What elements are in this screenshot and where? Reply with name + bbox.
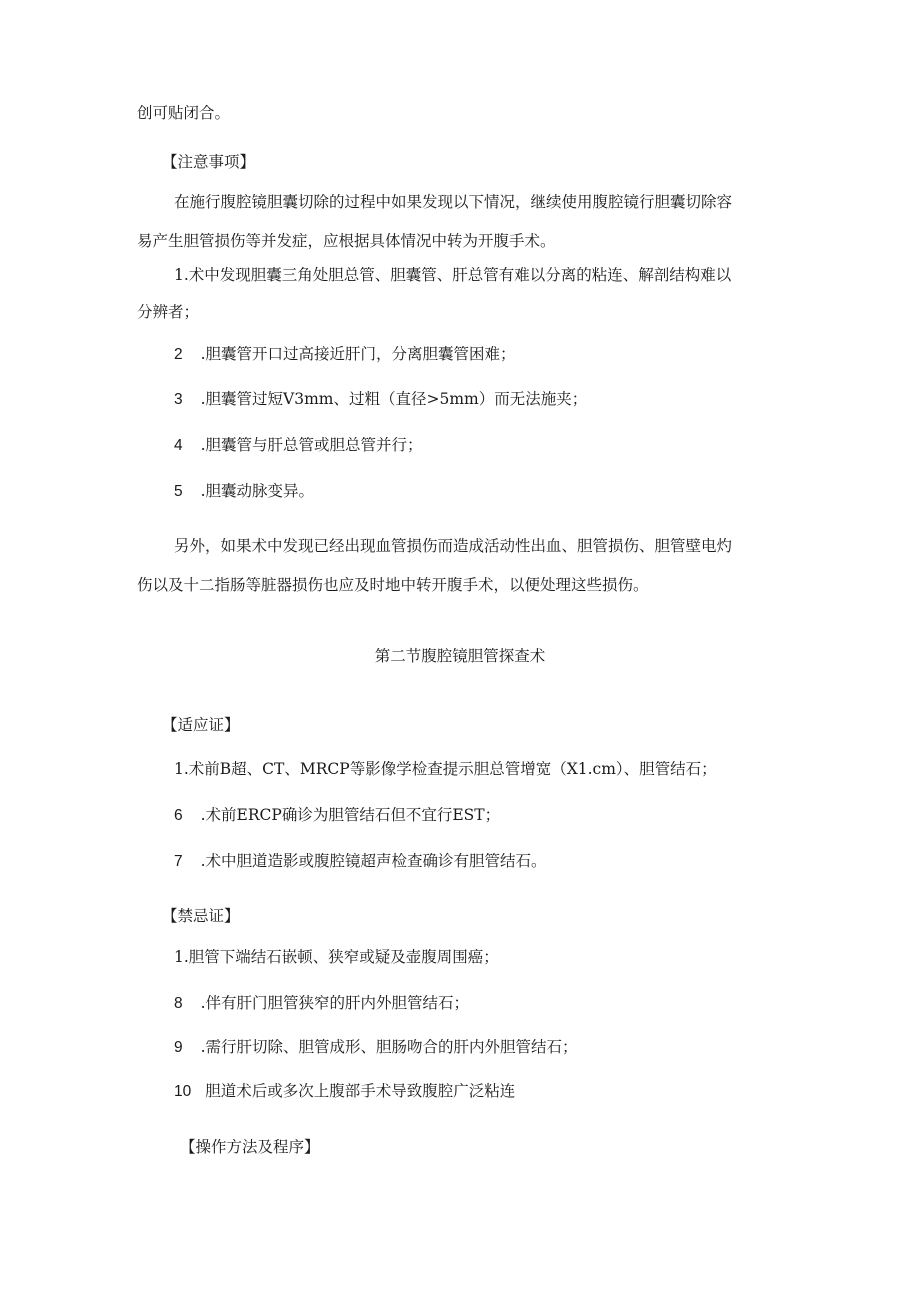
indication-item-3 [174, 851, 547, 872]
precaution-item-4 [174, 435, 423, 456]
item-text: .需行肝切除、胆管成形、胆肠吻合的肝内外胆管结石； [200, 1038, 578, 1056]
precaution-item-2 [174, 344, 516, 365]
precautions-extra-line1: 另外，如果术中发现已经出现血管损伤而造成活动性出血、胆管损伤、胆管壁电灼 [174, 537, 733, 555]
section-title: 第二节腹腔镜胆管探查术 [374, 647, 546, 665]
precaution-item-5 [174, 481, 314, 502]
item-number: 10 [174, 1083, 192, 1100]
item-text: .胆囊管开口过高接近肝门，分离胆囊管困难； [200, 345, 516, 363]
item-number: 9 [174, 1039, 183, 1056]
item-number: 2 [174, 346, 183, 363]
contraindication-item-1: 1.胆管下端结石嵌顿、狭窄或疑及壶腹周围癌； [174, 948, 499, 966]
contraindication-item-2 [174, 993, 469, 1014]
precaution-item-1-line2: 分辨者； [137, 303, 200, 321]
item-text: .术中胆道造影或腹腔镜超声检查确诊有胆管结石。 [200, 852, 547, 870]
contraindication-item-4 [174, 1081, 515, 1102]
item-text: .胆囊管与肝总管或胆总管并行； [200, 436, 423, 454]
item-number: 6 [174, 807, 183, 824]
precaution-item-3 [174, 389, 587, 410]
item-text: .术前ERCP确诊为胆管结石但不宜行EST； [200, 806, 501, 824]
precaution-item-1-line1: 1.术中发现胆囊三角处胆总管、胆囊管、肝总管有难以分离的粘连、解剖结构难以 [174, 266, 732, 284]
precautions-intro-line1: 在施行腹腔镜胆囊切除的过程中如果发现以下情况，继续使用腹腔镜行胆囊切除容 [174, 193, 733, 211]
procedure-heading: 【操作方法及程序】 [180, 1138, 320, 1156]
item-number: 3 [174, 391, 183, 408]
precautions-extra-line2: 伤以及十二指肠等脏器损伤也应及时地中转开腹手术，以便处理这些损伤。 [137, 576, 649, 594]
item-text: .伴有肝门胆管狭窄的肝内外胆管结石； [200, 994, 470, 1012]
item-number: 8 [174, 995, 183, 1012]
indication-item-1: 1.术前B超、CT、MRCP等影像学检查提示胆总管增宽（X1.cm）、胆管结石； [174, 760, 717, 778]
contraindication-item-3 [174, 1037, 578, 1058]
continuation-text: 创可贴闭合。 [137, 104, 231, 122]
contraindications-heading: 【禁忌证】 [162, 907, 240, 925]
item-number: 5 [174, 483, 183, 500]
precautions-intro-line2: 易产生胆管损伤等并发症，应根据具体情况中转为开腹手术。 [137, 232, 556, 250]
precautions-heading: 【注意事项】 [162, 153, 256, 171]
item-text: 胆道术后或多次上腹部手术导致腹腔广泛粘连 [205, 1082, 516, 1100]
item-number: 7 [174, 853, 183, 870]
indications-heading: 【适应证】 [162, 716, 240, 734]
indication-item-2 [174, 805, 500, 826]
item-text: .胆囊动脉变异。 [200, 482, 315, 500]
item-number: 4 [174, 437, 183, 454]
item-text: .胆囊管过短V3mm、过粗（直径>5mm）而无法施夹； [200, 390, 588, 408]
